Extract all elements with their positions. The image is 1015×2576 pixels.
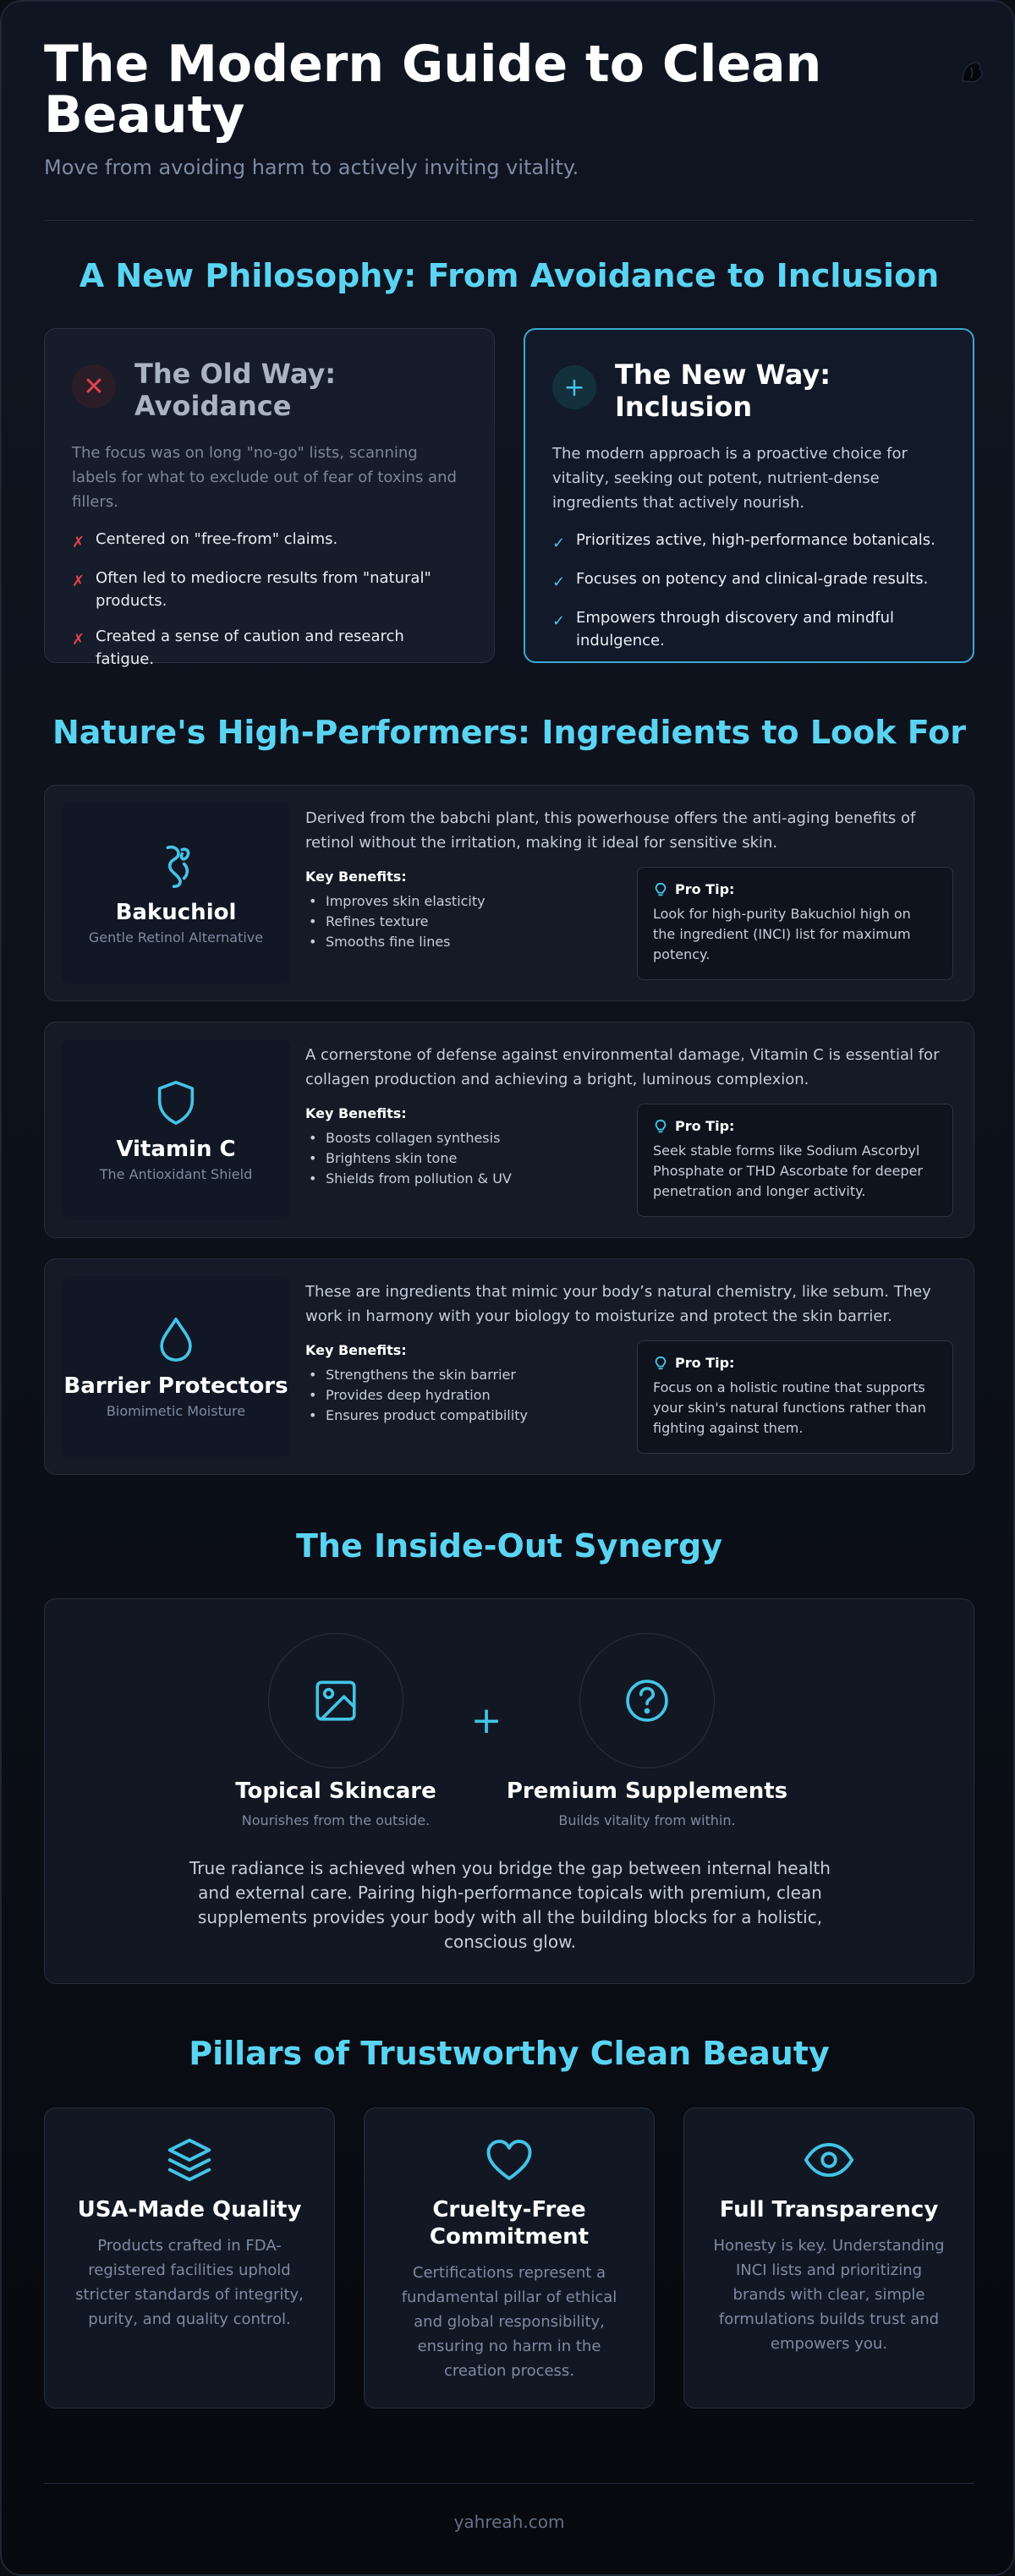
list-item: • Refines texture: [305, 912, 627, 932]
ingredient-badge: [62, 1039, 290, 1220]
pro-tip-label: Pro Tip:: [675, 1118, 735, 1134]
eye-icon: [803, 2134, 855, 2186]
ingredient-card-bakuchiol: [44, 785, 974, 1001]
key-benefits-label: Key Benefits:: [305, 1105, 407, 1121]
pillar-description: Honesty is key. Understanding INCI lists and prioritizing brands with clear, simple formulations builds trust and empowers you.: [713, 2237, 945, 2353]
list-item: ✗ Centered on "free-from" claims.: [72, 528, 467, 554]
key-benefits-label: Key Benefits:: [305, 1342, 407, 1358]
premium-supplements-subtitle: Builds vitality from within.: [558, 1812, 736, 1828]
pillar-title: USA-Made Quality: [77, 2197, 302, 2222]
section-title-pillars: Pillars of Trustworthy Clean Beauty: [189, 2035, 830, 2072]
old-way-list: [72, 528, 467, 671]
key-benefits: [305, 1105, 627, 1189]
ingredient-name: Barrier Protectors: [63, 1373, 288, 1399]
ingredient-card-barrier-protectors: [44, 1258, 974, 1475]
pro-tip-text: Focus on a holistic routine that supports your skin's natural functions rather than fighting against them.: [653, 1379, 926, 1436]
pillar-description: Certifications represent a fundamental pillar of ethical and global responsibility, ensuring no harm in the creation process.: [401, 2264, 617, 2380]
header-divider: [44, 220, 974, 221]
list-item: ✓ Empowers through discovery and mindful indulgence.: [552, 606, 946, 652]
ingredient-badge: [62, 1276, 290, 1457]
lightbulb-icon: [653, 1356, 668, 1371]
list-item: • Ensures product compatibility: [305, 1406, 627, 1426]
section-title-ingredients: Nature's High-Performers: Ingredients to Look For: [52, 714, 967, 751]
new-way-title: The New Way: Inclusion: [615, 359, 831, 423]
pro-tip-text: Seek stable forms like Sodium Ascorbyl Phosphate or THD Ascorbate for deeper penetration and longer activity.: [653, 1143, 923, 1199]
plus-sign: +: [470, 1699, 502, 1742]
lightbulb-icon: [653, 882, 668, 897]
check-mark-icon: ✓: [552, 573, 566, 591]
pillar-title: Cruelty-Free Commitment: [429, 2197, 590, 2250]
section-title-philosophy: A New Philosophy: From Avoidance to Inclusion: [79, 257, 940, 294]
footer-link[interactable]: yahreah.com: [453, 2512, 565, 2532]
new-way-card: [524, 328, 974, 663]
ingredient-description: Derived from the babchi plant, this powerhouse offers the anti-aging benefits of retinol without the irritation, making it ideal for sensitive skin.: [305, 809, 916, 852]
list-item: • Smooths fine lines: [305, 932, 627, 952]
cross-mark-icon: ✗: [72, 631, 85, 649]
cross-mark-icon: ✗: [72, 534, 85, 551]
droplet-icon: [151, 1315, 200, 1364]
shield-icon: [151, 1078, 200, 1127]
ingredient-name: Vitamin C: [116, 1136, 236, 1162]
check-mark-icon: ✓: [552, 534, 566, 552]
pro-tip-box: [637, 1104, 953, 1217]
list-item: • Improves skin elasticity: [305, 891, 627, 912]
plus-icon: +: [552, 365, 596, 409]
old-way-title: The Old Way: Avoidance: [134, 358, 337, 422]
list-item: ✗ Often led to mediocre results from "natural" products.: [72, 567, 467, 612]
ingredient-description: A cornerstone of defense against environmental damage, Vitamin C is essential for collagen production and achieving a bright, luminous complexion.: [305, 1046, 940, 1088]
cross-mark-icon: ✗: [72, 573, 85, 590]
ingredient-tagline: Gentle Retinol Alternative: [88, 929, 264, 945]
pro-tip-label: Pro Tip:: [675, 1355, 735, 1371]
pillar-usa-made: [44, 2107, 335, 2409]
topical-skincare-subtitle: Nourishes from the outside.: [241, 1812, 431, 1828]
synergy-description: True radiance is achieved when you bridge the gap between internal health and external care. Pairing high-performance topicals with premium, clean supplements provides your body with all the building blocks for a holistic, conscious glow.: [189, 1858, 831, 1952]
ingredient-tagline: The Antioxidant Shield: [99, 1165, 253, 1182]
ingredient-name: Bakuchiol: [115, 899, 237, 925]
list-item: • Provides deep hydration: [305, 1385, 627, 1406]
list-item: • Boosts collagen synthesis: [305, 1128, 627, 1148]
old-way-card: [44, 328, 495, 668]
layers-icon: [163, 2134, 216, 2186]
new-way-description: The modern approach is a proactive choice for vitality, seeking out potent, nutrient-dense ingredients that actively nourish.: [552, 445, 908, 512]
list-item: • Shields from pollution & UV: [305, 1169, 627, 1189]
ingredient-badge: [62, 803, 290, 984]
pro-tip-box: [637, 1340, 953, 1454]
x-icon: ✕: [72, 364, 116, 408]
pro-tip-box: [637, 867, 953, 980]
footer-divider: [44, 2483, 974, 2484]
key-benefits: [305, 869, 627, 952]
check-mark-icon: ✓: [552, 612, 566, 630]
topical-skincare-circle: [268, 1633, 403, 1768]
ingredient-tagline: Biomimetic Moisture: [106, 1402, 246, 1419]
ingredient-description: These are ingredients that mimic your body’s natural chemistry, like sebum. They work in harmony with your biology to moisturize and protect the skin barrier.: [305, 1283, 931, 1325]
list-item: ✓ Prioritizes active, high-performance botanicals.: [552, 529, 946, 555]
question-icon: [623, 1676, 672, 1725]
list-item: • Brightens skin tone: [305, 1148, 627, 1169]
pro-tip-text: Look for high-purity Bakuchiol high on the ingredient (INCI) list for maximum potency.: [653, 906, 911, 962]
pro-tip-label: Pro Tip:: [675, 881, 735, 897]
list-item: • Strengthens the skin barrier: [305, 1365, 627, 1385]
section-title-synergy: The Inside-Out Synergy: [296, 1527, 722, 1565]
topical-skincare-title: Topical Skincare: [235, 1779, 436, 1804]
plant-icon: [151, 841, 200, 891]
new-way-list: [552, 529, 946, 652]
premium-supplements-title: Premium Supplements: [506, 1779, 788, 1804]
premium-supplements-circle: [579, 1633, 715, 1768]
page-title: The Modern Guide to Clean Beauty: [44, 35, 822, 145]
list-item: ✓ Focuses on potency and clinical-grade results.: [552, 567, 946, 594]
list-item: ✗ Created a sense of caution and research fatigue.: [72, 625, 467, 671]
header: [44, 35, 974, 179]
pillar-title: Full Transparency: [719, 2197, 939, 2222]
synergy-card: [44, 1598, 974, 1984]
pillar-description: Products crafted in FDA-registered facilities uphold stricter standards of integrity, purity, and quality control.: [75, 2237, 304, 2328]
lightbulb-icon: [653, 1119, 668, 1134]
pillar-cruelty-free: [364, 2107, 655, 2409]
old-way-description: The focus was on long "no-go" lists, scanning labels for what to exclude out of fear of toxins and fillers.: [72, 444, 457, 511]
brand-logo-icon: [954, 56, 988, 90]
ingredient-card-vitamin-c: [44, 1022, 974, 1238]
heart-icon: [483, 2134, 535, 2186]
page-subtitle: Move from avoiding harm to actively inviting vitality.: [44, 156, 579, 179]
key-benefits: [305, 1342, 627, 1426]
pillar-transparency: [683, 2107, 974, 2409]
key-benefits-label: Key Benefits:: [305, 869, 407, 885]
image-icon: [311, 1676, 360, 1725]
